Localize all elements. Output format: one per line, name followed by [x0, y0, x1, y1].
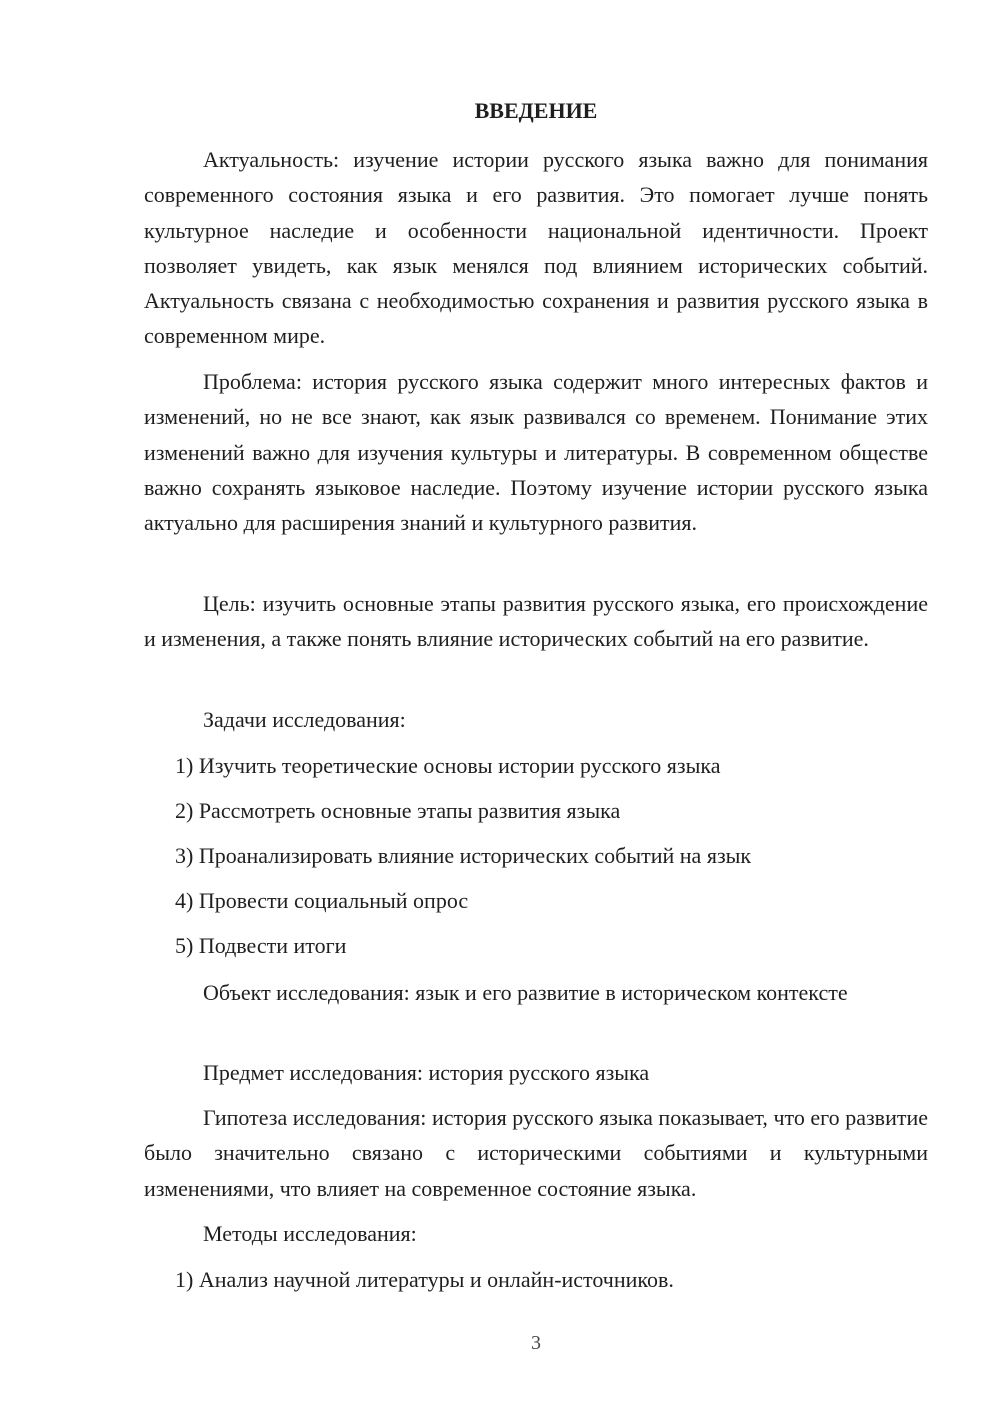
goal-paragraph: Цель: изучить основные этапы развития русского языка, его происхождение и изменения, а также понять влияние исторических событий на его развитие.: [144, 591, 928, 652]
methods-heading: Методы исследования:: [203, 1221, 417, 1246]
page-number: 3: [531, 1332, 541, 1354]
object-paragraph: Объект исследования: язык и его развитие в историческом контексте: [203, 980, 848, 1005]
page-title: ВВЕДЕНИЕ: [474, 98, 598, 123]
task-item: 4) Провести социальный опрос: [175, 888, 469, 913]
tasks-heading: Задачи исследования:: [203, 707, 406, 732]
method-item: 1) Анализ научной литературы и онлайн-источников.: [175, 1267, 674, 1292]
hypothesis-paragraph: Гипотеза исследования: история русского языка показывает, что его развитие было значительно связано с историческими событиями и культурными изменениями, что влияет на современное состояние языка.: [144, 1105, 928, 1201]
subject-paragraph: Предмет исследования: история русского языка: [203, 1060, 650, 1085]
relevance-paragraph: Актуальность: изучение истории русского языка важно для понимания современного состояния языка и его развития. Это помогает лучше понять культурное наследие и особенности национальной идентичности. Проект позволяет увидеть, как язык менялся под влиянием исторических событий. Актуальность связана с необходимостью сохранения и развития русского языка в современном мире.: [144, 147, 928, 349]
problem-paragraph: Проблема: история русского языка содержит много интересных фактов и изменений, но не все знают, как язык развивался со временем. Понимание этих изменений важно для изучения культуры и литературы. В современном обществе важно сохранять языковое наследие. Поэтому изучение истории русского языка актуально для расширения знаний и культурного развития.: [144, 369, 928, 536]
task-item: 5) Подвести итоги: [175, 933, 347, 958]
task-item: 2) Рассмотреть основные этапы развития языка: [175, 798, 621, 823]
task-item: 1) Изучить теоретические основы истории русского языка: [175, 753, 721, 778]
task-item: 3) Проанализировать влияние исторических событий на язык: [175, 843, 752, 868]
